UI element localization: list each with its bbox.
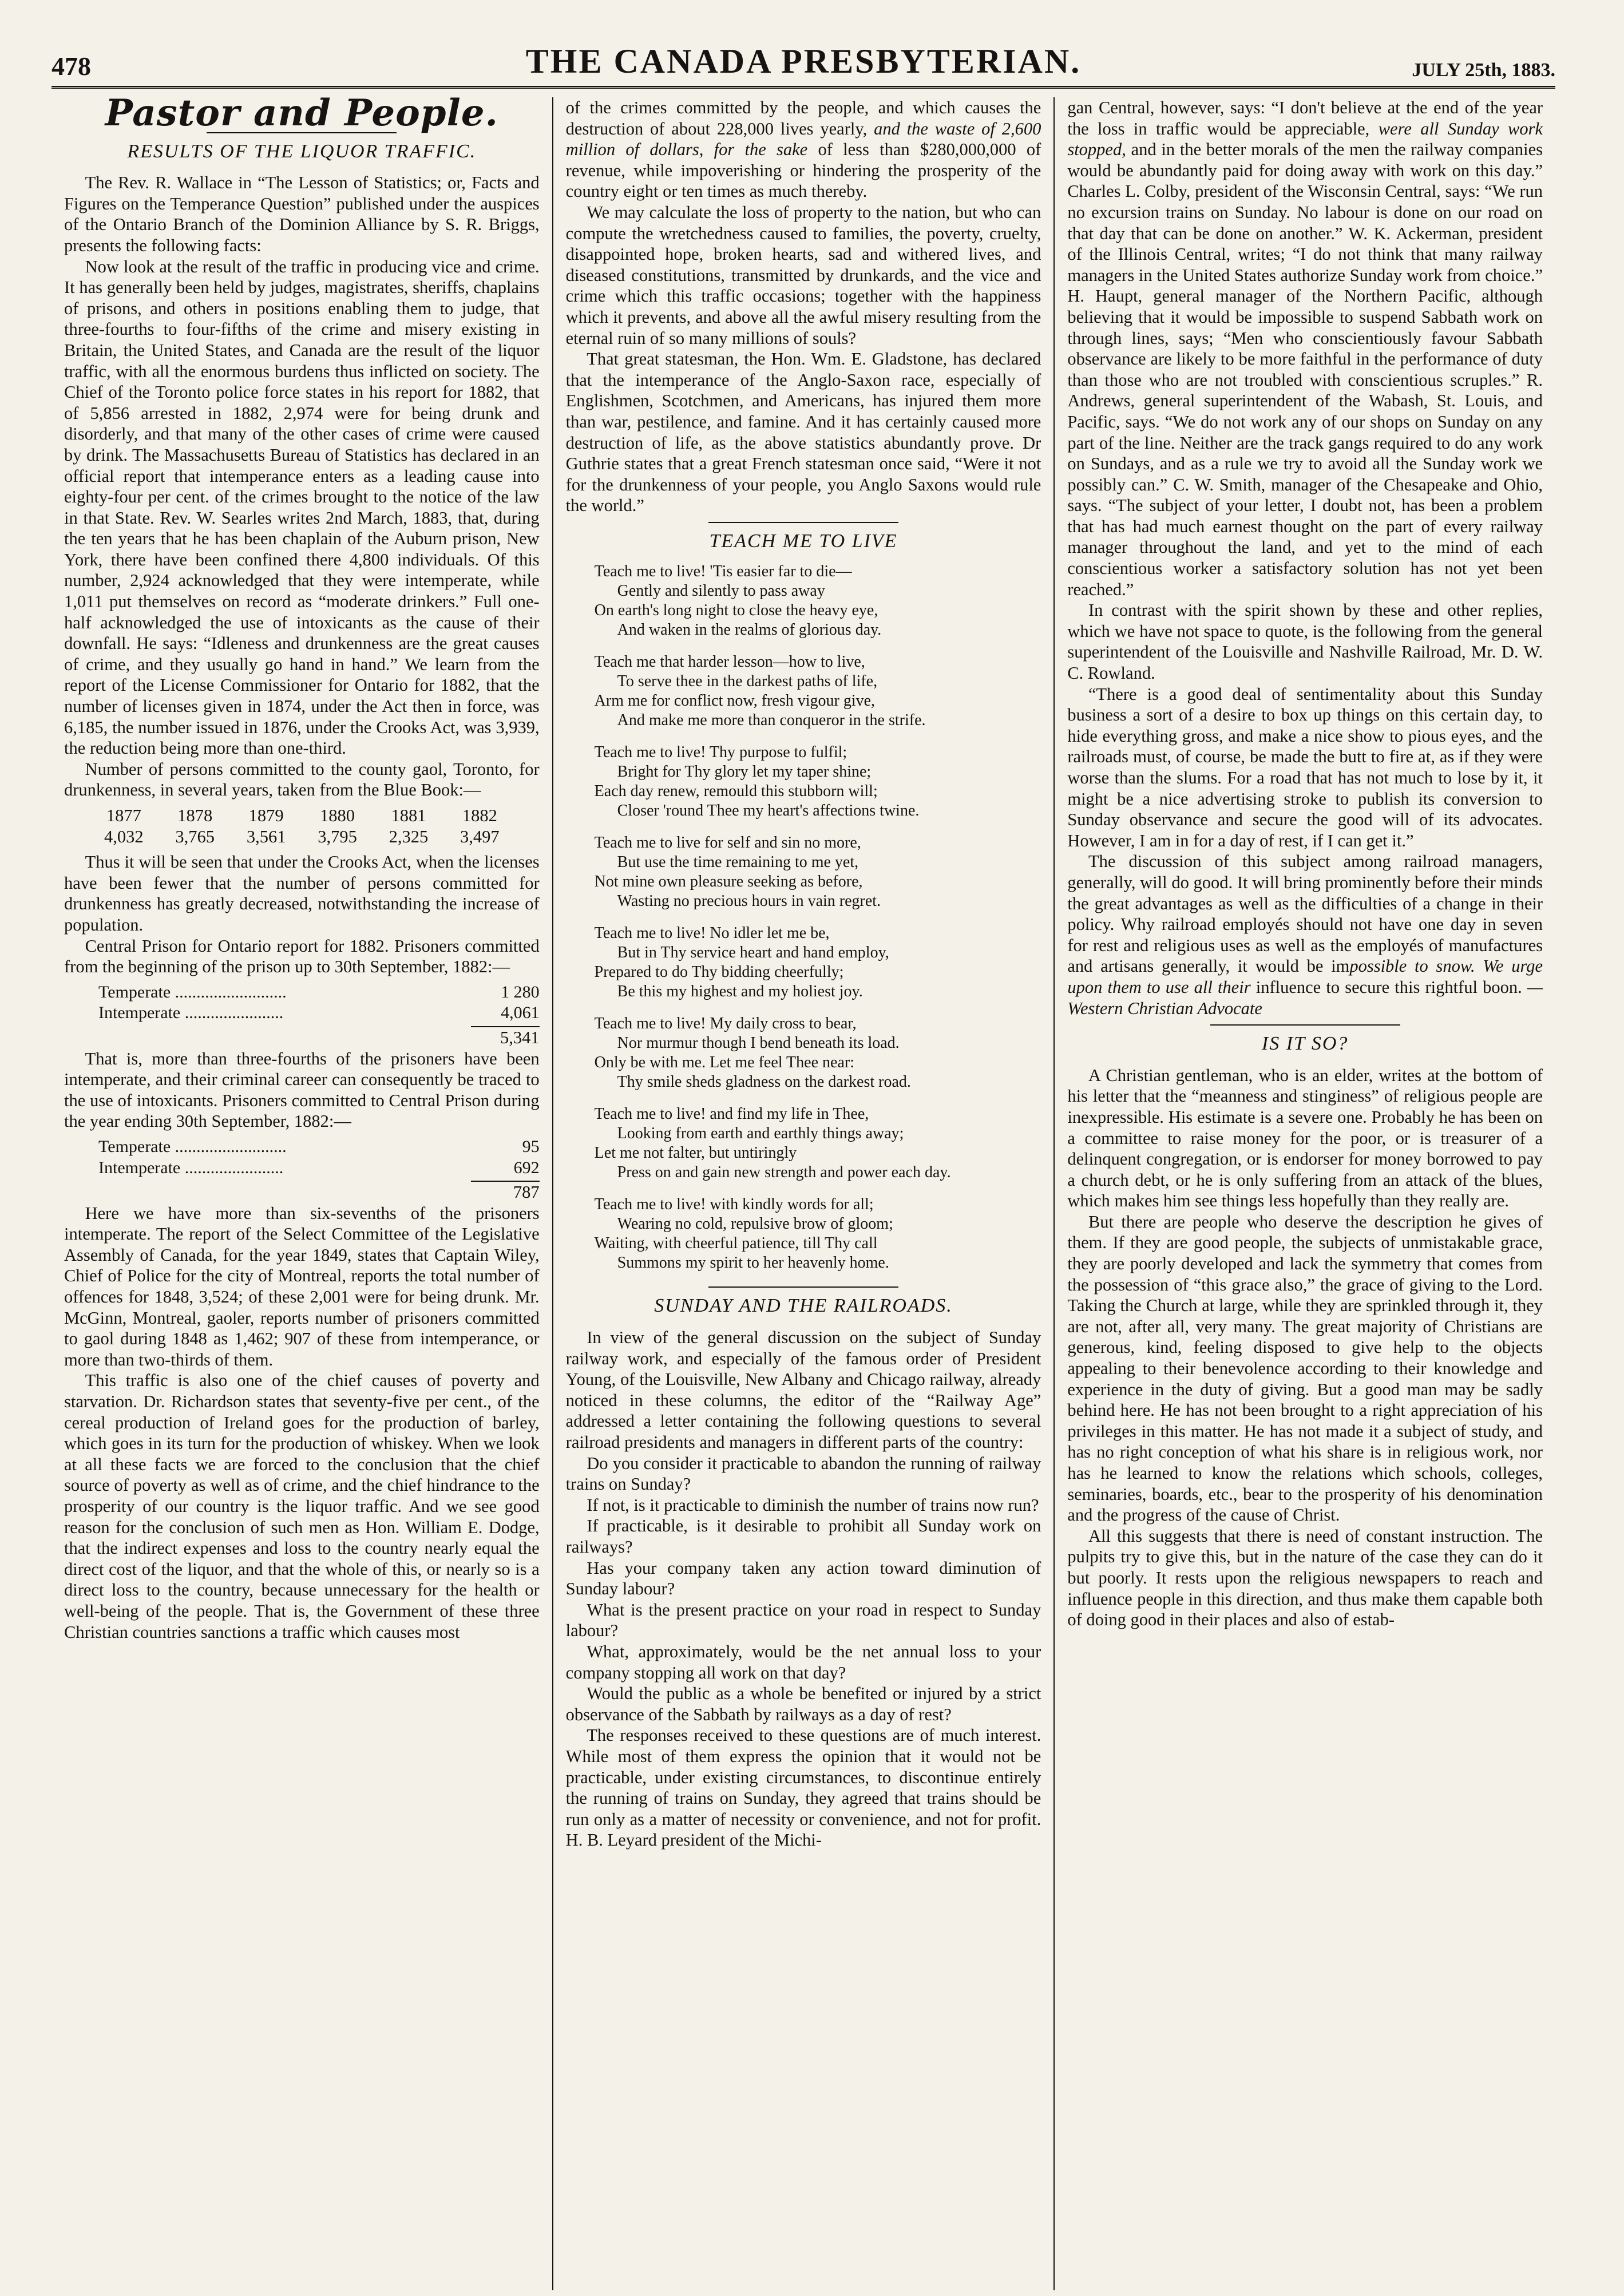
poem-line: Bright for Thy glory let my taper shine; xyxy=(617,763,872,781)
column-3 xyxy=(1053,97,1555,2290)
poem-stanza xyxy=(595,1014,1041,1092)
paragraph: That great statesman, the Hon. Wm. E. Gladstone, has declared that the intemperance of the Anglo-Saxon race, especially of Englishmen, Scotchmen, and Americans, has injured them more than war, pestilence, and famine. And it has certainly caused more destruction of life, as the above statistics abundantly prove. Dr Guthrie states that a great French statesman once said, “Were it not for the drunkenness of your people, you Anglo Saxons would rule the world.” xyxy=(565,349,1041,516)
poem-stanza xyxy=(595,743,1041,821)
table-label: Intemperate ....................... xyxy=(98,1003,284,1023)
poem-line: But use the time remaining to me yet, xyxy=(617,853,859,872)
poem-stanza xyxy=(595,652,1041,730)
paragraph: Thus it will be seen that under the Crooks Act, when the licenses have been fewer that the number of persons committed for drunkenness has greatly decreased, notwithstanding the increase of population. xyxy=(64,852,540,935)
poem-stanza xyxy=(595,562,1041,640)
question: Has your company taken any action toward diminution of Sunday labour? xyxy=(565,1558,1041,1599)
page-number: 478 xyxy=(52,52,91,81)
poem-line: Gently and silently to pass away xyxy=(617,582,825,600)
paragraph: of the crimes committed by the people, and which causes the destruction of about 228,000 lives yearly, and the waste of 2,600 million of dollars, for the sake of less than $280,000,000 of revenue, while impoverishing or hindering the prosperity of the country eight or ten times as much thereby. xyxy=(565,98,1041,201)
poem-stanza xyxy=(595,1195,1041,1273)
columns xyxy=(52,97,1555,2290)
table-total: 5,341 xyxy=(64,1026,540,1048)
poem-line: Thy smile sheds gladness on the darkest road. xyxy=(617,1073,911,1091)
table-value: 692 xyxy=(513,1158,540,1177)
article-title-railroads: SUNDAY AND THE RAILROADS. xyxy=(654,1295,953,1317)
table-label: Intemperate ....................... xyxy=(98,1158,284,1177)
paragraph: The discussion of this subject among railroad managers, generally, will do good. It will bring prominently before their minds the great advantages as well as the difficulties of a change in their policy. Why railroad employés should not have one day in seven for rest and religious uses as well as the employés of manufactures and artisans generally, it would be impossible to snow. We urge upon them to use all their influence to secure this rightful boon. —Western Christian Advocate xyxy=(1067,852,1543,1018)
poem-line: Teach me to live! with kindly words for all; xyxy=(594,1195,874,1214)
question: Would the public as a whole be benefited or injured by a strict observance of the Sabbath by railways as a day of rest? xyxy=(565,1684,1041,1724)
prisoners-table-1 xyxy=(98,982,540,1024)
poem-line: And make me more than conqueror in the strife. xyxy=(617,711,926,730)
paragraph: All this suggests that there is need of constant instruction. The pulpits try to give this, but in the nature of the case they can do it but poorly. It rests upon the religious newspapers to reach and influence people in this direction, and thus make them capable both of doing good in their places and also of estab- xyxy=(1067,1526,1543,1630)
article-title-liquor: RESULTS OF THE LIQUOR TRAFFIC. xyxy=(127,140,477,162)
stat-1881: 1881 2,325 xyxy=(389,806,429,846)
table-value: 95 xyxy=(522,1137,540,1156)
poem-title: TEACH ME TO LIVE xyxy=(709,530,898,552)
poem-line: Let me not falter, but untiringly xyxy=(594,1144,797,1162)
paragraph: “There is a good deal of sentimentality about this Sunday business a sort of a desire to box up things on this certain day, to hide everything gross, and make a nice show to pious eyes, and the railroads must, of course, be made the butt to fire at, as if they were worse than the slums. For a road that has not much to lose by it, it might be a nice advertising stroke to publish its conversion to Sunday observance and secure the good will of its advocates. However, I am in for a day of rest, if I can get it.” xyxy=(1067,684,1543,850)
poem-line: Only be with me. Let me feel Thee near: xyxy=(594,1054,854,1072)
table-value: 4,061 xyxy=(501,1003,540,1023)
paragraph: A Christian gentleman, who is an elder, writes at the bottom of his letter that the “meanness and stinginess” of religious people are inexpressible. His estimate is a severe one. Probably he has been on a committee to raise money for the poor, or is treasurer of a delinquent congregation, or is endorser for money borrowed to pay a church debt, or he is only suffering from an attack of the blues, which makes him see things less hopefully than they really are. xyxy=(1067,1065,1543,1211)
table-total: 787 xyxy=(64,1181,540,1203)
poem-line: Each day renew, remould this stubborn will; xyxy=(594,782,878,801)
stat-1878: 1878 3,765 xyxy=(175,806,215,846)
poem-line: Teach me to live! Thy purpose to fulfil; xyxy=(594,743,847,762)
poem-stanza xyxy=(595,833,1041,911)
department-heading: Pastor and People. xyxy=(105,97,498,134)
poem-line: Be this my highest and my holiest joy. xyxy=(617,983,863,1001)
paragraph: That is, more than three-fourths of the prisoners have been intemperate, and their criminal career can consequently be traced to the use of intoxicants. Prisoners committed to Central Prison during the year ending 30th September, 1882:— xyxy=(64,1048,540,1131)
poem-line: But in Thy service heart and hand employ, xyxy=(617,944,889,962)
paragraph: Now look at the result of the traffic in producing vice and crime. It has generally been held by judges, magistrates, sheriffs, chaplains of prisons, and others in positions enabling them to judge, that three-fourths to four-fifths of the crime and misery existing in Britain, the United States, and Canada are the result of the liquor traffic, with all the enormous burdens thus inflicted on society. The Chief of the Toronto police force states in his report for 1882, that of 5,856 arrested in 1882, 2,974 were for being drunk and disorderly, and that many of the other cases of crime were caused by drink. The Massachusetts Bureau of Statistics has declared in an official report that intemperance enters as a leading cause into eighty-four per cent. of the crimes brought to the notice of the law in that State. Rev. W. Searles writes 2nd March, 1883, that, during the ten years that he has been chaplain of the Auburn prison, New York, there have been confined there 4,800 individuals. Of this number, 2,924 acknowledged that they were intemperate, while 1,011 put themselves on record as “moderate drinkers.” Full one-half acknowledged the use of intoxicants as the cause of their downfall. He says: “Idleness and drunkenness are the great causes of crime, and they usually go hand in hand.” We learn from the report of the License Commissioner for Ontario for 1882, that the number of licenses given in 1874, under the Act then in force, was 6,185, the number issued in 1876, under the Crooks Act, was 3,939, the reduction being more than one-third. xyxy=(64,256,540,758)
question: If not, is it practicable to diminish the number of trains now run? xyxy=(587,1495,1039,1515)
poem-line: Wasting no precious hours in vain regret. xyxy=(617,892,881,911)
paragraph: This traffic is also one of the chief causes of poverty and starvation. Dr. Richardson states that seventy-five per cent., of the cereal production of Ireland goes for the production of barley, which goes in its turn for the production of whiskey. When we look at all these facts we are forced to the conclusion that the chief source of poverty as well as of crime, and the chief hindrance to the prosperity of our country is the liquor traffic. And we see good reason for the conclusion of such men as Hon. William E. Dodge, that the indirect expenses and loss to the country nearly equal the direct cost of the liquor, and that the whole of this, or nearly so is a direct loss to the country, because unnecessary for the health or well-being of the people. That is, the Government of these three Christian countries sanctions a traffic which causes most xyxy=(64,1371,540,1642)
poem-line: Teach me to live! and find my life in Thee, xyxy=(594,1105,869,1123)
poem-line: Teach me to live! No idler let me be, xyxy=(594,924,830,943)
poem-line: Teach me to live! 'Tis easier far to die— xyxy=(594,563,852,581)
poem-line: Press on and gain new strength and power each day. xyxy=(617,1163,951,1182)
article-title-is-it-so: IS IT SO? xyxy=(1261,1033,1349,1055)
paragraph: But there are people who deserve the description he gives of them. If they are good people, the subjects of unmistakable grace, they are poorly developed and lack the symmetry that comes from the possession of “this grace also,” the grace of giving to the Lord. Taking the Church at large, while they are sprinkled through it, they are not, after all, very many. The great majority of Christians are generous, kind, feeling disposed to give help to the objects appealing to their benevolence according to their knowledge and experience in the duty of giving. But a good man may be sadly behind here. He has not been brought to a right appreciation of his privileges in this matter. He has not made it a subject of study, and has no right conception of what his share is in religious work, nor has he learned to know the relations which schools, colleges, seminaries, boards, etc., bear to the prosperity of his denomination and the progress of the cause of Christ. xyxy=(1067,1212,1543,1525)
stat-1882: 1882 3,497 xyxy=(460,806,500,846)
newspaper-title: THE CANADA PRESBYTERIAN. xyxy=(525,42,1082,80)
paragraph: The responses received to these questions are of much interest. While most of them express the opinion that it would not be practicable, under existing circumstances, to discontinue entirely the running of trains on Sunday, they agreed that trains should be run only as a matter of necessity or convenience, and not for profit. H. B. Leyard president of the Michi- xyxy=(565,1725,1041,1850)
poem-line: Not mine own pleasure seeking as before, xyxy=(594,873,863,891)
table-label: Temperate .......................... xyxy=(98,1137,287,1156)
stat-1879: 1879 3,561 xyxy=(246,806,286,846)
poem-line: Nor murmur though I bend beneath its load. xyxy=(617,1034,900,1052)
divider xyxy=(708,1286,898,1288)
question: If practicable, is it desirable to prohibit all Sunday work on railways? xyxy=(565,1516,1041,1557)
prisoners-table-2 xyxy=(98,1137,540,1178)
poem-line: Teach me to live for self and sin no more, xyxy=(594,834,861,852)
poem-line: On earth's long night to close the heavy eye, xyxy=(594,601,878,620)
poem-line: Closer 'round Thee my heart's affections twine. xyxy=(617,802,920,820)
table-value: 1 280 xyxy=(501,982,540,1001)
paragraph: In view of the general discussion on the subject of Sunday railway work, and especially of the famous order of President Young, of the Louisville, New Albany and Chicago railway, already noticed in these columns, the editor of the “Railway Age” addressed a letter containing the following questions to several railroad presidents and managers in different parts of the country: xyxy=(565,1328,1041,1452)
poem-line: Summons my spirit to her heavenly home. xyxy=(617,1254,889,1272)
question: What is the present practice on your road in respect to Sunday labour? xyxy=(565,1600,1041,1641)
question: Do you consider it practicable to abandon the running of railway trains on Sunday? xyxy=(565,1453,1041,1494)
poem-line: To serve thee in the darkest paths of life, xyxy=(617,672,878,691)
paragraph: The Rev. R. Wallace in “The Lesson of Statistics; or, Facts and Figures on the Temperance Question” published under the auspices of the Ontario Branch of the Dominion Alliance by S. R. Briggs, presents the following facts: xyxy=(64,173,540,255)
poem-line: Arm me for conflict now, fresh vigour give, xyxy=(594,692,876,710)
column-1 xyxy=(52,97,552,2290)
signature: —Western Christian Advocate xyxy=(1067,977,1543,1018)
poem-line: Teach me to live! My daily cross to bear, xyxy=(594,1015,857,1033)
question: What, approximately, would be the net annual loss to your company stopping all work on that day? xyxy=(565,1641,1041,1683)
stat-1877: 1877 4,032 xyxy=(104,806,144,846)
paragraph: gan Central, however, says: “I don't believe at the end of the year the loss in traffic would be appreciable, were all Sunday work stopped, and in the better morals of the men the railway companies would be abundantly paid for doing away with work on this day.” Charles L. Colby, president of the Wisconsin Central, says: “We run no excursion trains on Sunday. No labour is done on our road on that day that can be done on another.” W. K. Ackerman, president of the Illinois Central, writes; “I do not think that many railway managers in the United States authorize Sunday work from choice.” H. Haupt, general manager of the Northern Pacific, although believing that it would be impossible to suspend Sabbath work on through lines, says; “Men who conscientiously favour Sabbath observance are likely to be more faithful in the performance of duty than those who are not troubled with conscientious scruples.” R. Andrews, general superintendent of the Wabash, St. Louis, and Pacific, says. “We do not work any of our shops on Sunday on any part of the line. Neither are the track gangs required to do any work on Sundays, and as a rule we try to avoid all the Sunday work we possibly can.” C. W. Smith, manager of the Chesapeake and Ohio, says. “The subject of your letter, I doubt not, has been a problem that has had much earnest thought on the part of every railway manager throughout the land, and yet to the mind of each conscientious worker a satisfactory solution has not yet been reached.” xyxy=(1067,98,1543,599)
masthead xyxy=(52,35,1555,81)
issue-date: JULY 25th, 1883. xyxy=(1412,60,1555,81)
paragraph: We may calculate the loss of property to the nation, but who can compute the wretchedness caused to families, the poverty, cruelty, disappointed hope, broken hearts, sad and withered lives, and diseased constitutions, transmitted by drunkards, and the vice and crime which this traffic occasions; together with the happiness which it prevents, and above all the awful misery resulting from the eternal ruin of so many millions of souls? xyxy=(565,202,1041,348)
poem-line: Prepared to do Thy bidding cheerfully; xyxy=(594,963,844,981)
poem-line: Looking from earth and earthly things away; xyxy=(617,1125,904,1143)
paragraph: Number of persons committed to the county gaol, Toronto, for drunkenness, in several years, taken from the Blue Book:— xyxy=(64,759,540,800)
gaol-statistics xyxy=(64,805,540,847)
masthead-rule xyxy=(52,86,1555,89)
divider xyxy=(1210,1024,1400,1026)
poem-line: Waiting, with cheerful patience, till Thy call xyxy=(594,1234,878,1253)
poem-stanza xyxy=(595,1105,1041,1182)
paragraph: Here we have more than six-sevenths of the prisoners intemperate. The report of the Select Committee of the Legislative Assembly of Canada, for the year 1849, states that Captain Wiley, Chief of Police for the city of Montreal, reports the total number of offences for 1848, 3,524; of these 2,001 were for being drunk. Mr. McGinn, Montreal, gaoler, reports number of prisoners committed to gaol during 1848 as 1,462; 907 of these from intemperance, or more than two-thirds of them. xyxy=(64,1203,540,1369)
poem-line: And waken in the realms of glorious day. xyxy=(617,621,882,639)
table-label: Temperate .......................... xyxy=(98,982,287,1001)
divider xyxy=(708,522,898,523)
stat-1880: 1880 3,795 xyxy=(318,806,357,846)
poem-line: Teach me that harder lesson—how to live, xyxy=(594,653,865,671)
poem-stanza xyxy=(595,924,1041,1001)
paragraph: In contrast with the spirit shown by these and other replies, which we have not space to quote, is the following from the general superintendent of the Louisville and Nashville Railroad, Mr. D. W. C. Rowland. xyxy=(1067,600,1543,683)
paragraph: Central Prison for Ontario report for 1882. Prisoners committed from the beginning of the prison up to 30th September, 1882:— xyxy=(64,936,540,977)
poem-line: Wearing no cold, repulsive brow of gloom; xyxy=(617,1215,893,1233)
column-2 xyxy=(552,97,1054,2290)
poem-body xyxy=(595,562,1041,1273)
